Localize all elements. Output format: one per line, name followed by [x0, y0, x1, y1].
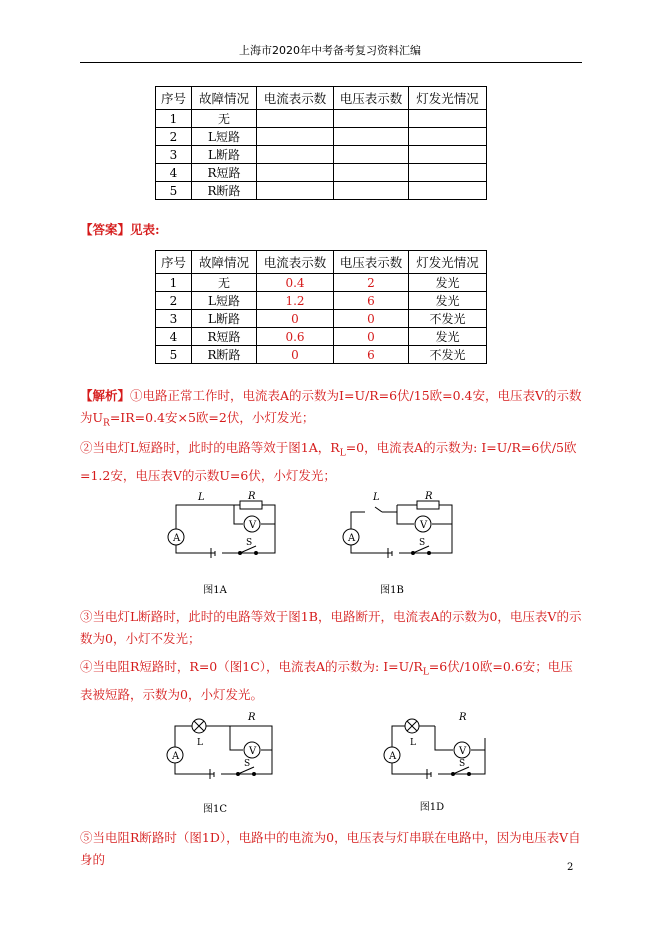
table-row [156, 328, 487, 346]
circuit-figure-1d [375, 708, 500, 790]
analysis-p2-sub: L [339, 448, 346, 459]
table-cell-ammeter: 0.6 [257, 328, 334, 346]
table-cell-voltmeter: 2 [334, 274, 409, 292]
switch-label: S [459, 759, 466, 769]
analysis-p4a-text: ④当电阻R短路时，R=0（图1C），电流表A的示数为: I=U/R [80, 659, 423, 674]
table-cell [409, 164, 487, 182]
table-cell-lamp: 发光 [409, 274, 487, 292]
table-cell-ammeter: 0.4 [257, 274, 334, 292]
ammeter-label: A [172, 751, 180, 762]
figure-caption-1b: 图1B [380, 585, 404, 596]
question-table [155, 86, 487, 200]
table-cell: R短路 [192, 164, 257, 182]
switch-label: S [419, 538, 426, 548]
table-cell-lamp: 不发光 [409, 310, 487, 328]
analysis-p1-rest: =IR=0.4安×5欧=2伏，小灯发光； [109, 410, 315, 425]
circuit-figure-1c [158, 708, 283, 790]
table-cell [257, 128, 334, 146]
lamp-label: L [197, 738, 203, 748]
voltmeter-label: V [249, 520, 257, 531]
table-cell: L断路 [192, 146, 257, 164]
voltmeter-label: V [459, 746, 467, 757]
table-cell-voltmeter: 0 [334, 310, 409, 328]
circuit-figure-1a [160, 490, 285, 570]
col-header-voltmeter: 电压表示数 [334, 251, 409, 274]
table-cell [334, 164, 409, 182]
table-cell-lamp: 不发光 [409, 346, 487, 364]
table-cell [257, 110, 334, 128]
table-cell: L短路 [192, 128, 257, 146]
analysis-p4-sub: L [422, 667, 429, 678]
table-row [156, 128, 487, 146]
table-cell [334, 182, 409, 200]
voltmeter-label: V [420, 520, 428, 531]
table-row [156, 182, 487, 200]
col-header-lamp: 灯发光情况 [409, 251, 487, 274]
answer-label: 【答案】 [80, 222, 131, 237]
table-cell: 1 [156, 110, 192, 128]
analysis-p1-sub: R [103, 418, 110, 429]
table-cell-ammeter: 0 [257, 346, 334, 364]
table-cell [334, 146, 409, 164]
analysis-paragraph-5 [80, 827, 585, 871]
table-cell: 4 [156, 164, 192, 182]
table-row [156, 110, 487, 128]
table-cell: 3 [156, 146, 192, 164]
table-cell [409, 146, 487, 164]
col-header-fault: 故障情况 [192, 251, 257, 274]
table-cell: 5 [156, 346, 192, 364]
page-header: 上海市2020年中考备考复习资料汇编 [239, 44, 421, 57]
lamp-label: L [198, 492, 205, 503]
table-cell: L短路 [192, 292, 257, 310]
col-header-lamp: 灯发光情况 [409, 87, 487, 110]
table-cell-ammeter: 0 [257, 310, 334, 328]
figure-caption-1c: 图1C [202, 804, 227, 815]
resistor-label: R [248, 491, 256, 502]
col-header-ammeter: 电流表示数 [257, 251, 334, 274]
table-cell-lamp: 发光 [409, 328, 487, 346]
lamp-label: L [410, 738, 416, 748]
table-cell: 5 [156, 182, 192, 200]
table-cell [334, 110, 409, 128]
col-header-ammeter: 电流表示数 [257, 87, 334, 110]
lamp-label: L [373, 492, 380, 503]
analysis-paragraph-4 [80, 656, 585, 706]
table-row [156, 346, 487, 364]
table-cell [409, 128, 487, 146]
table-cell [257, 182, 334, 200]
page-number: 2 [567, 862, 574, 873]
answer-table-header [156, 251, 487, 274]
table-row [156, 274, 487, 292]
answer-text: 见表: [130, 222, 160, 237]
figure-caption-1d: 图1D [419, 802, 445, 813]
analysis-paragraph-2 [80, 437, 585, 487]
table-cell: 3 [156, 310, 192, 328]
col-header-voltmeter: 电压表示数 [334, 87, 409, 110]
table-cell: L断路 [192, 310, 257, 328]
analysis-p1-text: ①电路正常工作时，电流表A的示数为I=U/R=6伏/15欧=0.4安，电压表V的示数为U [80, 388, 582, 425]
resistor-label: R [459, 712, 467, 723]
table-cell: 无 [192, 110, 257, 128]
table-row [156, 310, 487, 328]
circuit-figure-1b [337, 490, 462, 570]
question-table-header [156, 87, 487, 110]
analysis-paragraph-1 [80, 385, 585, 435]
figure-caption-1a: 图1A [203, 585, 227, 596]
table-cell [257, 164, 334, 182]
table-cell: 2 [156, 292, 192, 310]
table-cell [257, 146, 334, 164]
analysis-p3-text: ③当电灯L断路时，此时的电路等效于图1B，电路断开，电流表A的示数为0，电压表V的示数为0，小灯不发光； [80, 609, 582, 646]
table-cell [409, 110, 487, 128]
table-cell [409, 182, 487, 200]
table-cell: R断路 [192, 346, 257, 364]
col-header-index: 序号 [156, 87, 192, 110]
table-cell: 4 [156, 328, 192, 346]
resistor-label: R [425, 491, 433, 502]
table-row [156, 146, 487, 164]
answer-line [80, 220, 160, 238]
voltmeter-label: V [249, 746, 257, 757]
table-cell: 1 [156, 274, 192, 292]
ammeter-label: A [173, 533, 181, 544]
resistor-label: R [248, 712, 256, 723]
analysis-paragraph-3 [80, 606, 585, 650]
answer-table [155, 250, 487, 364]
table-cell: 无 [192, 274, 257, 292]
table-cell-lamp: 发光 [409, 292, 487, 310]
table-row [156, 164, 487, 182]
table-cell [334, 128, 409, 146]
switch-label: S [244, 759, 251, 769]
table-cell-ammeter: 1.2 [257, 292, 334, 310]
analysis-p2-rest: =0，电流表A的示数为: I=U/R=6伏/5欧=1.2安，电压表V的示数U=6伏，小灯发光； [80, 440, 577, 483]
col-header-fault: 故障情况 [192, 87, 257, 110]
resistor-icon [240, 501, 262, 509]
table-cell-voltmeter: 0 [334, 328, 409, 346]
analysis-p2-text: ②当电灯L短路时，此时的电路等效于图1A，R [80, 440, 340, 455]
analysis-label: 【解析】 [80, 388, 131, 403]
table-cell-voltmeter: 6 [334, 346, 409, 364]
table-cell-voltmeter: 6 [334, 292, 409, 310]
ammeter-label: A [389, 751, 397, 762]
col-header-index: 序号 [156, 251, 192, 274]
header-rule [80, 62, 582, 63]
analysis-p5-text: ⑤当电阻R断路时（图1D），电路中的电流为0，电压表与灯串联在电路中，因为电压表V自身的 [80, 830, 581, 867]
table-cell: R短路 [192, 328, 257, 346]
analysis-p4b-text: =6伏/10欧=0.6安；电压表被短路，示数为0，小灯发光。 [80, 659, 573, 702]
table-cell: 2 [156, 128, 192, 146]
table-cell: R断路 [192, 182, 257, 200]
resistor-icon [417, 501, 439, 509]
switch-label: S [246, 538, 253, 548]
table-row [156, 292, 487, 310]
ammeter-label: A [348, 533, 356, 544]
